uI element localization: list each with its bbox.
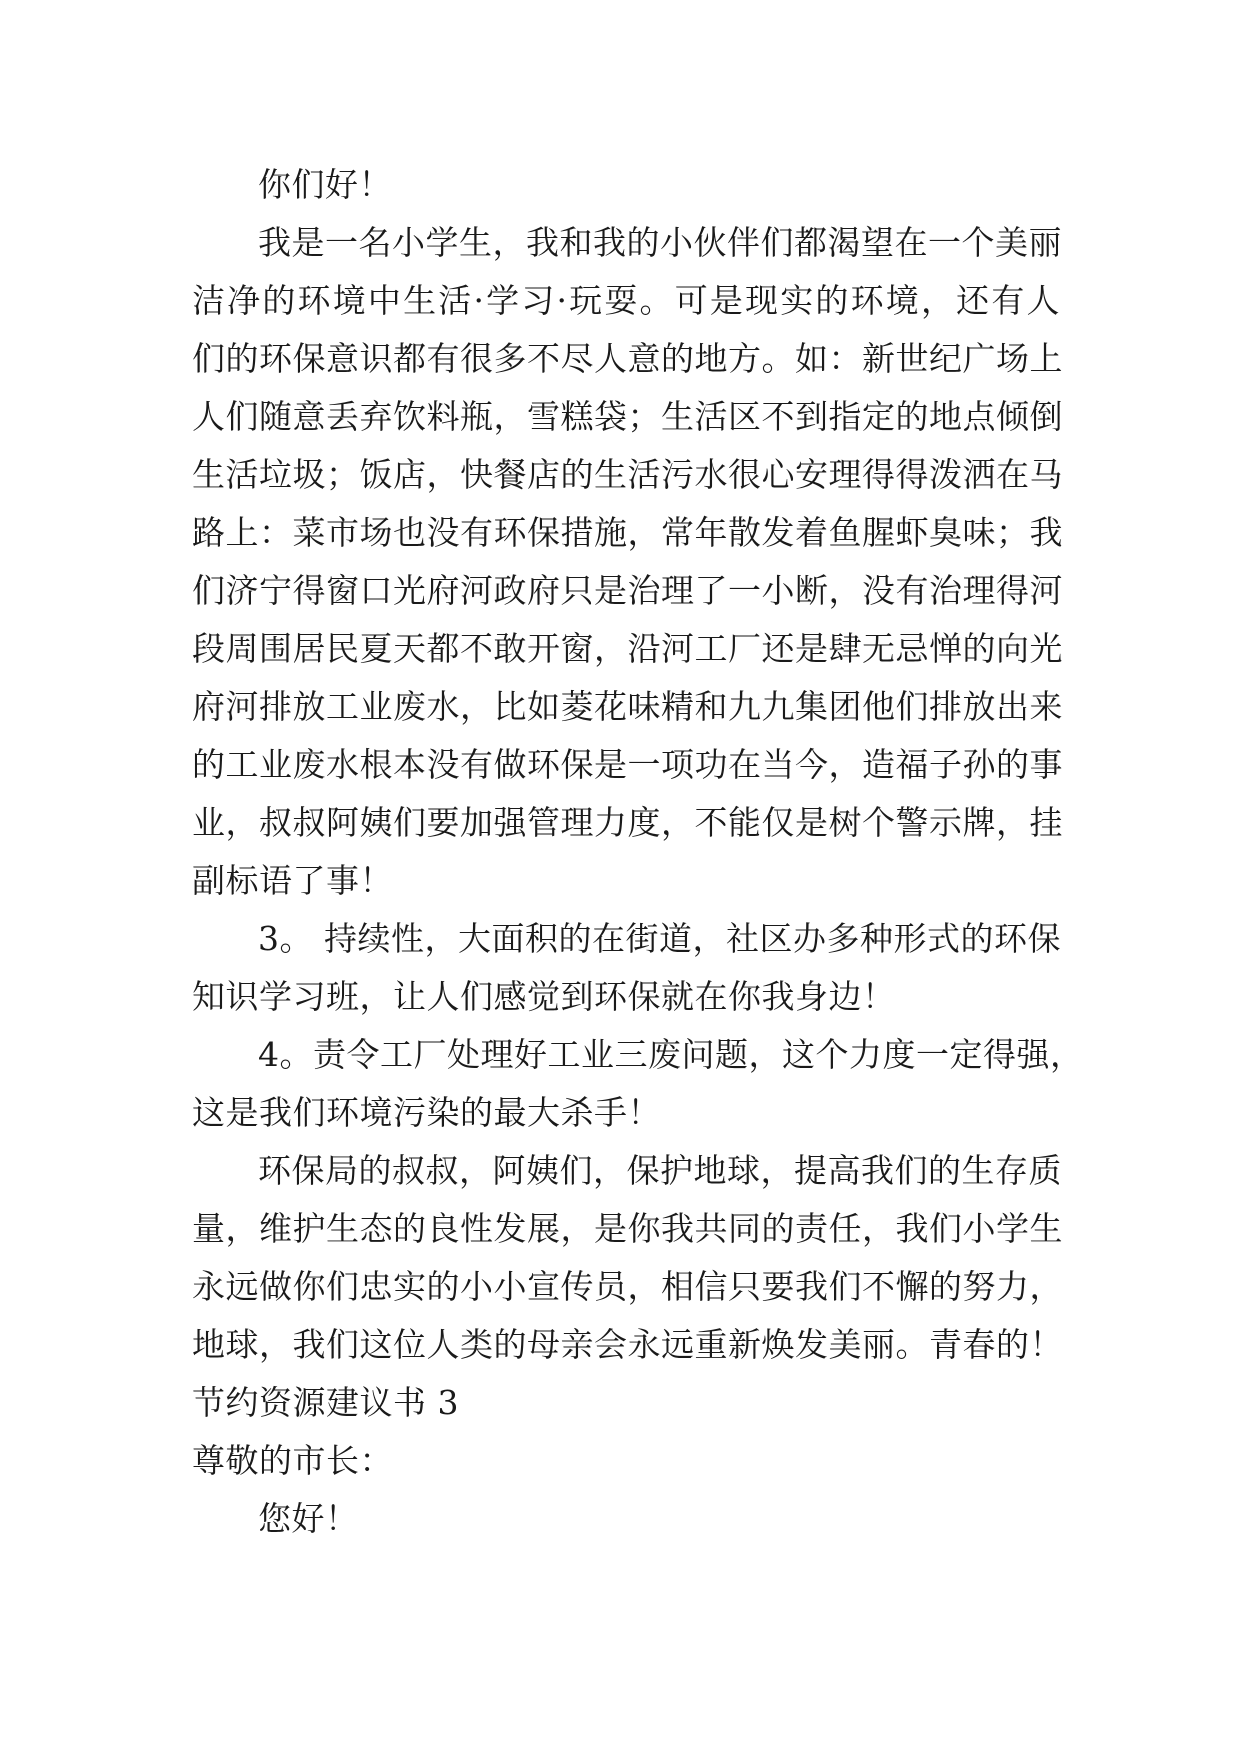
text-line: 量，维护生态的良性发展，是你我共同的责任，我们小学生 [192,1209,1063,1248]
text-line: 地球，我们这位人类的母亲会永远重新焕发美丽。青春的！ [192,1325,1063,1364]
text-line: 永远做你们忠实的小小宣传员，相信只要我们不懈的努力， [192,1267,1063,1306]
text-line: 4。责令工厂处理好工业三废问题，这个力度一定得强， [258,1035,1084,1074]
text-line: 尊敬的市长： [192,1441,393,1480]
text-line: 我是一名小学生，我和我的小伙伴们都渴望在一个美丽 [258,223,1062,262]
text-line: 府河排放工业废水，比如菱花味精和九九集团他们排放出来 [192,687,1063,726]
text-line: 这是我们环境污染的最大杀手！ [192,1093,661,1132]
text-line: 业，叔叔阿姨们要加强管理力度，不能仅是树个警示牌，挂 [192,803,1063,842]
text-line: 们济宁得窗口光府河政府只是治理了一小断，没有治理得河 [192,571,1063,610]
section-title: 节约资源建议书 3 [192,1383,459,1422]
text-line: 们的环保意识都有很多不尽人意的地方。如：新世纪广场上 [192,339,1063,378]
text-line: 段周围居民夏天都不敢开窗，沿河工厂还是肆无忌惮的向光 [192,629,1063,668]
text-line: 你们好！ [258,165,392,204]
text-line: 人们随意丢弃饮料瓶，雪糕袋；生活区不到指定的地点倾倒 [192,397,1063,436]
text-line: 路上：菜市场也没有环保措施，常年散发着鱼腥虾臭味；我 [192,513,1063,552]
text-line: 知识学习班，让人们感觉到环保就在你我身边！ [192,977,896,1016]
text-line: 环保局的叔叔，阿姨们，保护地球，提高我们的生存质 [258,1151,1062,1190]
text-line: 洁净的环境中生活·学习·玩耍。可是现实的环境，还有人 [192,281,1060,320]
text-line: 生活垃圾；饭店，快餐店的生活污水很心安理得得泼洒在马 [192,455,1063,494]
text-line: 的工业废水根本没有做环保是一项功在当今，造福子孙的事 [192,745,1063,784]
text-line: 副标语了事！ [192,861,393,900]
text-line: 您好！ [258,1499,359,1538]
text-line: 3。 持续性，大面积的在街道，社区办多种形式的环保 [258,919,1061,958]
